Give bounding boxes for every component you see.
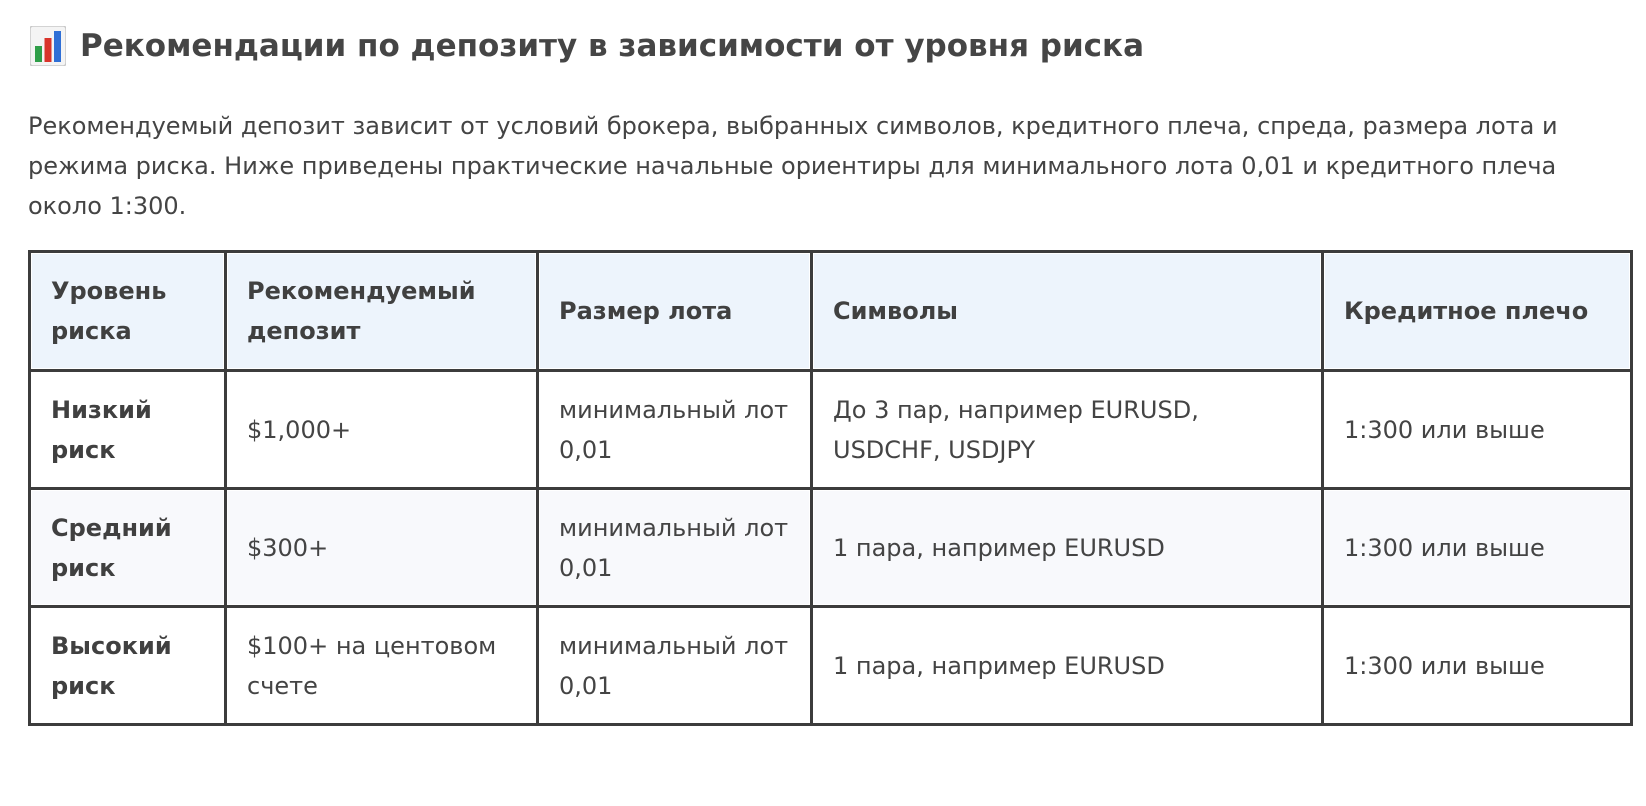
header-lot-size: Размер лота [538, 252, 812, 371]
header-risk-level: Уровень риска [30, 252, 226, 371]
cell-symbols: До 3 пар, например EURUSD, USDCHF, USDJPY [812, 371, 1323, 489]
cell-lot-size: минимальный лот 0,01 [538, 489, 812, 607]
cell-risk-level: Высокий риск [30, 607, 226, 725]
cell-leverage: 1:300 или выше [1323, 371, 1632, 489]
cell-deposit: $1,000+ [226, 371, 538, 489]
cell-risk-level: Средний риск [30, 489, 226, 607]
cell-symbols: 1 пара, например EURUSD [812, 489, 1323, 607]
table-header-row [30, 252, 1632, 371]
table-row [30, 607, 1632, 725]
cell-lot-size: минимальный лот 0,01 [538, 371, 812, 489]
cell-deposit: $100+ на центовом счете [226, 607, 538, 725]
page-heading [30, 22, 1144, 70]
cell-leverage: 1:300 или выше [1323, 607, 1632, 725]
cell-lot-size: минимальный лот 0,01 [538, 607, 812, 725]
header-leverage: Кредитное плечо [1323, 252, 1632, 371]
cell-symbols: 1 пара, например EURUSD [812, 607, 1323, 725]
heading-text: Рекомендации по депозиту в зависимости от уровня риска [80, 28, 1145, 64]
cell-deposit: $300+ [226, 489, 538, 607]
table-row [30, 371, 1632, 489]
bar-chart-icon [30, 26, 66, 66]
deposit-recommendations-table [28, 250, 1633, 726]
intro-paragraph: Рекомендуемый депозит зависит от условий брокера, выбранных символов, кредитного плеча, спреда, размера лота и режима риска. Ниже приведены практические начальные ориентиры для минимального лота 0,01 и кредитного плеча около 1:300. [28, 112, 1558, 220]
header-recommended-deposit: Рекомендуемый депозит [226, 252, 538, 371]
table-row [30, 489, 1632, 607]
header-symbols: Символы [812, 252, 1323, 371]
cell-risk-level: Низкий риск [30, 371, 226, 489]
cell-leverage: 1:300 или выше [1323, 489, 1632, 607]
